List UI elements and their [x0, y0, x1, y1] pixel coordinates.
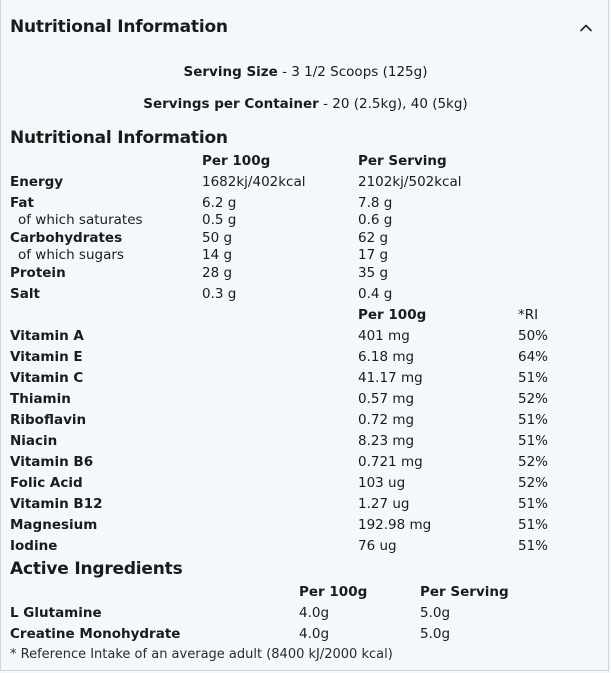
- reference-intake-footnote: * Reference Intake of an average adult (8400 kJ/2000 kcal): [10, 647, 393, 662]
- vitamin-row-ri: 52%: [518, 454, 549, 470]
- vitamin-row-per100: 41.17 mg: [358, 370, 423, 386]
- nutrition-row-serving: 2102kj/502kcal: [358, 174, 462, 190]
- vitamin-row-ri: 51%: [518, 412, 549, 428]
- nutrition-row-serving: 62 g: [358, 230, 389, 246]
- active-row-serving: 5.0g: [420, 626, 451, 642]
- nutrition-row-label: Energy: [10, 174, 64, 190]
- vitamin-row-ri: 51%: [518, 496, 549, 512]
- nutrition-col-per100: Per 100g: [202, 153, 271, 169]
- vitamin-row-per100: 76 ug: [358, 538, 397, 554]
- vitamin-row-label: Vitamin B6: [10, 454, 94, 470]
- serving-size-value: - 3 1/2 Scoops (125g): [277, 64, 428, 80]
- nutrition-section-title: Nutritional Information: [10, 128, 228, 148]
- active-col-per100: Per 100g: [299, 584, 368, 600]
- vitamin-row-label: Thiamin: [10, 391, 71, 407]
- active-ingredients-title: Active Ingredients: [10, 559, 183, 579]
- vitamin-row-label: Niacin: [10, 433, 58, 449]
- nutrition-row-serving: 7.8 g: [358, 195, 393, 211]
- nutrition-row-serving: 17 g: [358, 247, 389, 263]
- servings-per-container-value: - 20 (2.5kg), 40 (5kg): [318, 96, 468, 112]
- accordion-header[interactable]: [1, 0, 610, 52]
- vitamin-row-label: Vitamin C: [10, 370, 84, 386]
- vitamin-row-label: Vitamin A: [10, 328, 84, 344]
- vitamin-row-label: Vitamin E: [10, 349, 83, 365]
- active-row-serving: 5.0g: [420, 605, 451, 621]
- active-row-label: Creatine Monohydrate: [10, 626, 181, 642]
- servings-per-container: [1, 96, 610, 112]
- vitamin-row-label: Iodine: [10, 538, 58, 554]
- vitamin-row-ri: 51%: [518, 433, 549, 449]
- nutrition-row-label: Carbohydrates: [10, 230, 123, 246]
- accordion-title: Nutritional Information: [10, 17, 228, 37]
- vitamins-col-per100: Per 100g: [358, 307, 427, 323]
- nutrition-row-label: of which sugars: [18, 247, 124, 263]
- vitamin-row-per100: 8.23 mg: [358, 433, 415, 449]
- nutrition-row-serving: 0.6 g: [358, 212, 393, 228]
- active-row-label: L Glutamine: [10, 605, 102, 621]
- nutrition-row-serving: 35 g: [358, 265, 389, 281]
- active-col-serving: Per Serving: [420, 584, 509, 600]
- nutrition-row-per100: 28 g: [202, 265, 233, 281]
- vitamin-row-ri: 51%: [518, 517, 549, 533]
- nutrition-row-label: Salt: [10, 286, 40, 302]
- nutrition-row-label: of which saturates: [18, 212, 143, 228]
- vitamin-row-per100: 0.721 mg: [358, 454, 423, 470]
- nutrition-row-label: Protein: [10, 265, 66, 281]
- vitamin-row-ri: 51%: [518, 538, 549, 554]
- serving-size: [1, 64, 610, 80]
- vitamin-row-per100: 1.27 ug: [358, 496, 410, 512]
- nutrition-row-per100: 50 g: [202, 230, 233, 246]
- vitamin-row-ri: 52%: [518, 391, 549, 407]
- active-row-per100: 4.0g: [299, 605, 330, 621]
- nutrition-row-per100: 6.2 g: [202, 195, 237, 211]
- vitamin-row-per100: 103 ug: [358, 475, 406, 491]
- vitamins-col-ri: *RI: [518, 307, 539, 323]
- vitamin-row-label: Vitamin B12: [10, 496, 103, 512]
- nutrition-row-serving: 0.4 g: [358, 286, 393, 302]
- nutrition-row-per100: 1682kj/402kcal: [202, 174, 306, 190]
- vitamin-row-per100: 0.57 mg: [358, 391, 415, 407]
- vitamin-row-per100: 401 mg: [358, 328, 410, 344]
- vitamin-row-per100: 192.98 mg: [358, 517, 432, 533]
- vitamin-row-ri: 50%: [518, 328, 549, 344]
- vitamin-row-per100: 0.72 mg: [358, 412, 415, 428]
- nutrition-row-label: Fat: [10, 195, 34, 211]
- vitamin-row-label: Folic Acid: [10, 475, 83, 491]
- serving-size-label: Serving Size: [183, 64, 278, 80]
- vitamin-row-per100: 6.18 mg: [358, 349, 415, 365]
- vitamin-row-label: Riboflavin: [10, 412, 87, 428]
- chevron-up-icon[interactable]: [579, 20, 593, 34]
- nutrition-col-serving: Per Serving: [358, 153, 447, 169]
- servings-per-container-label: Servings per Container: [143, 96, 319, 112]
- vitamin-row-label: Magnesium: [10, 517, 98, 533]
- active-row-per100: 4.0g: [299, 626, 330, 642]
- nutrition-row-per100: 14 g: [202, 247, 233, 263]
- nutrition-row-per100: 0.3 g: [202, 286, 237, 302]
- vitamin-row-ri: 52%: [518, 475, 549, 491]
- vitamin-row-ri: 64%: [518, 349, 549, 365]
- nutrition-row-per100: 0.5 g: [202, 212, 237, 228]
- vitamin-row-ri: 51%: [518, 370, 549, 386]
